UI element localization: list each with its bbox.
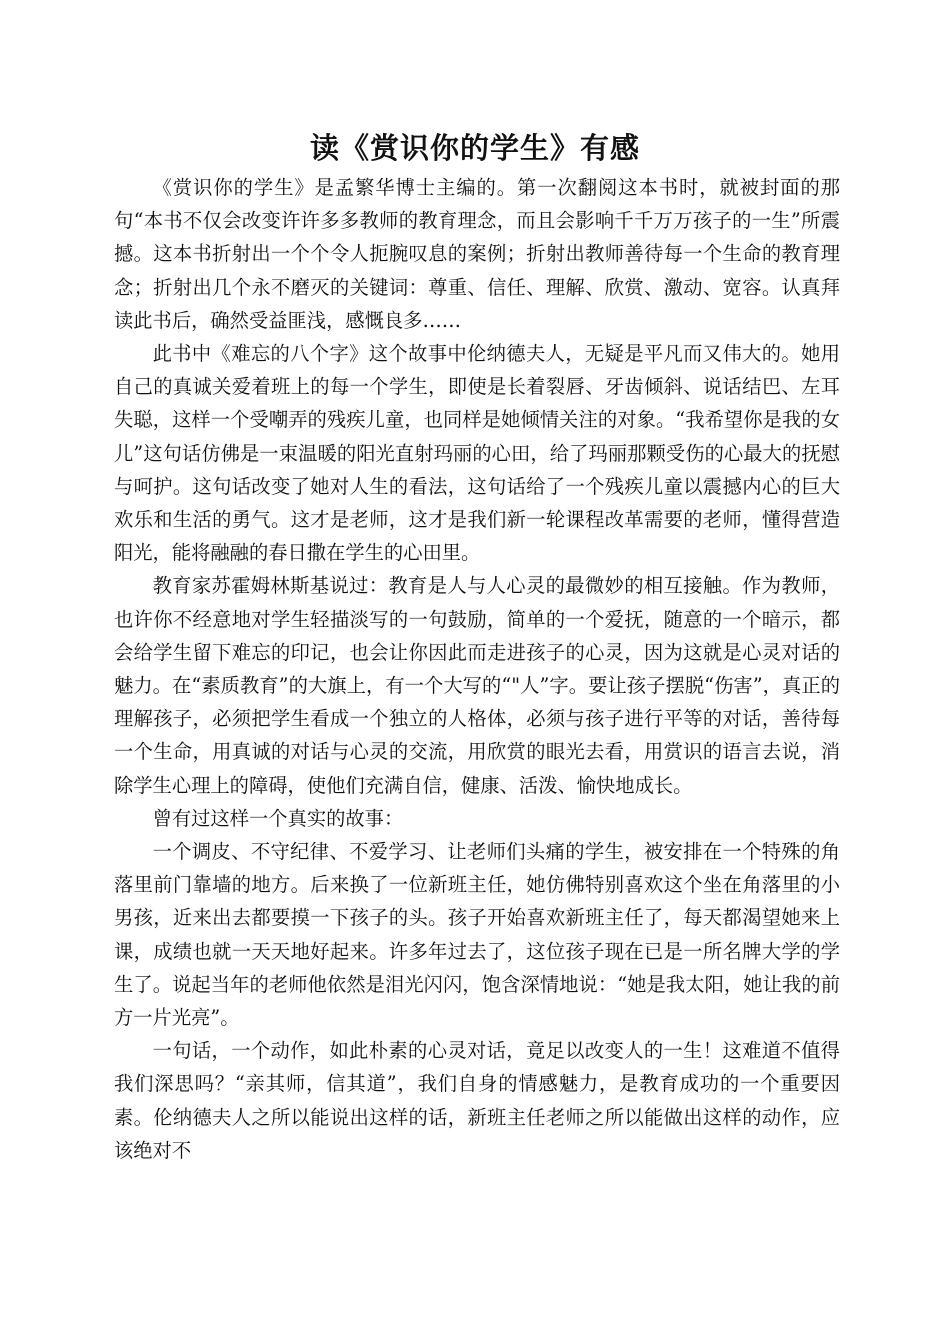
paragraph-6: 一句话，一个动作，如此朴素的心灵对话，竟足以改变人的一生！这难道不值得我们深思吗？“亲其师，信其道”，我们自身的情感魅力，是教育成功的一个重要因素。伦纳德夫人之所以能说出这样的话，新班主任老师之所以能做出这样的动作，应该绝对不 xyxy=(114,1039,840,1162)
document-body xyxy=(114,171,840,1167)
paragraph-2: 此书中《难忘的八个字》这个故事中伦纳德夫人，无疑是平凡而又伟大的。她用自己的真诚关爱着班上的每一个学生，即使是长着裂唇、牙齿倾斜、说话结巴、左耳失聪，这样一个受嘲弄的残疾儿童，也同样是她倾情关注的对象。“我希望你是我的女儿”这句话仿佛是一束温暖的阳光直射玛丽的心田，给了玛丽那颗受伤的心最大的抚慰与呵护。这句话改变了她对人生的看法，这句话给了一个残疾儿童以震撼内心的巨大欢乐和生活的勇气。这才是老师，这才是我们新一轮课程改革需要的老师，懂得营造阳光，能将融融的春日撒在学生的心田里。 xyxy=(114,342,840,565)
paragraph-5: 一个调皮、不守纪律、不爱学习、让老师们头痛的学生，被安排在一个特殊的角落里前门靠墙的地方。后来换了一位新班主任，她仿佛特别喜欢这个坐在角落里的小男孩，近来出去都要摸一下孩子的头。孩子开始喜欢新班主任了，每天都渴望她来上课，成绩也就一天天地好起来。许多年过去了，这位孩子现在已是一所名牌大学的学生了。说起当年的老师他依然是泪光闪闪，饱含深情地说：“她是我太阳，她让我的前方一片光亮”。 xyxy=(114,840,840,1030)
paragraph-3: 教育家苏霍姆林斯基说过：教育是人与人心灵的最微妙的相互接触。作为教师，也许你不经意地对学生轻描淡写的一句鼓励，简单的一个爱抚，随意的一个暗示，都会给学生留下难忘的印记，也会让你因此而走进孩子的心灵，因为这就是心灵对话的魅力。在“素质教育”的大旗上，有一个大写的“"人”字。要让孩子摆脱“伤害”，真正的理解孩子，必须把学生看成一个独立的人格体，必须与孩子进行平等的对话，善待每一个生命，用真诚的对话与心灵的交流，用欣赏的眼光去看，用赏识的语言去说，消除学生心理上的障碍，使他们充满自信，健康、活泼、愉快地成长。 xyxy=(114,574,840,797)
document-title: 读《赏识你的学生》有感 xyxy=(309,131,640,165)
paragraph-1: 《赏识你的学生》是孟繁华博士主编的。第一次翻阅这本书时，就被封面的那句“本书不仅会改变许许多多教师的教育理念，而且会影响千千万万孩子的一生”所震撼。这本书折射出一个个令人扼腕叹息的案例；折射出教师善待每一个生命的教育理念；折射出几个永不磨灭的关键词：尊重、信任、理解、欣赏、激动、宽容。认真拜读此书后，确然受益匪浅，感慨良多…… xyxy=(114,176,840,332)
paragraph-4: 曾有过这样一个真实的故事： xyxy=(152,806,404,830)
